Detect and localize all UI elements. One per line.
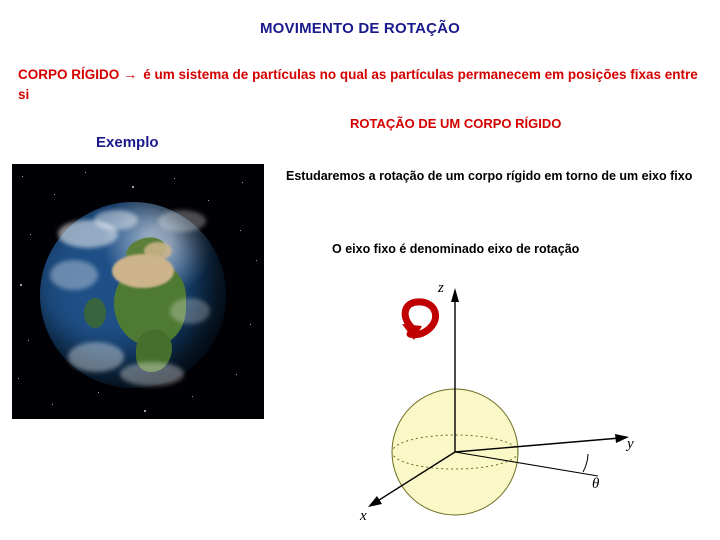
globe-graphic bbox=[40, 202, 226, 388]
rotation-diagram bbox=[330, 280, 660, 532]
section-subhead: ROTAÇÃO DE UM CORPO RÍGIDO bbox=[350, 116, 562, 131]
diagram-svg bbox=[330, 280, 660, 532]
z-axis-arrowhead bbox=[451, 288, 459, 302]
z-axis-label: z bbox=[438, 280, 444, 296]
angle-arc bbox=[583, 454, 588, 472]
example-label: Exemplo bbox=[96, 134, 159, 151]
x-axis-label: x bbox=[360, 508, 367, 524]
definition-text: é um sistema de partículas no qual as partículas permanecem em posições fixas entre si bbox=[18, 67, 698, 102]
rotation-arrow-icon bbox=[402, 302, 436, 340]
definition-line bbox=[18, 64, 704, 105]
earth-image bbox=[12, 164, 264, 419]
arrow-icon: → bbox=[123, 66, 138, 82]
y-axis-label: y bbox=[627, 436, 634, 452]
theta-label: θ bbox=[592, 476, 600, 492]
definition-term: CORPO RÍGIDO bbox=[18, 67, 120, 82]
paragraph-one: Estudaremos a rotação de um corpo rígido em torno de um eixo fixo bbox=[286, 169, 693, 183]
paragraph-two: O eixo fixo é denominado eixo de rotação bbox=[332, 242, 580, 256]
x-axis-arrowhead bbox=[368, 496, 382, 507]
page-title: MOVIMENTO DE ROTAÇÃO bbox=[259, 20, 461, 37]
